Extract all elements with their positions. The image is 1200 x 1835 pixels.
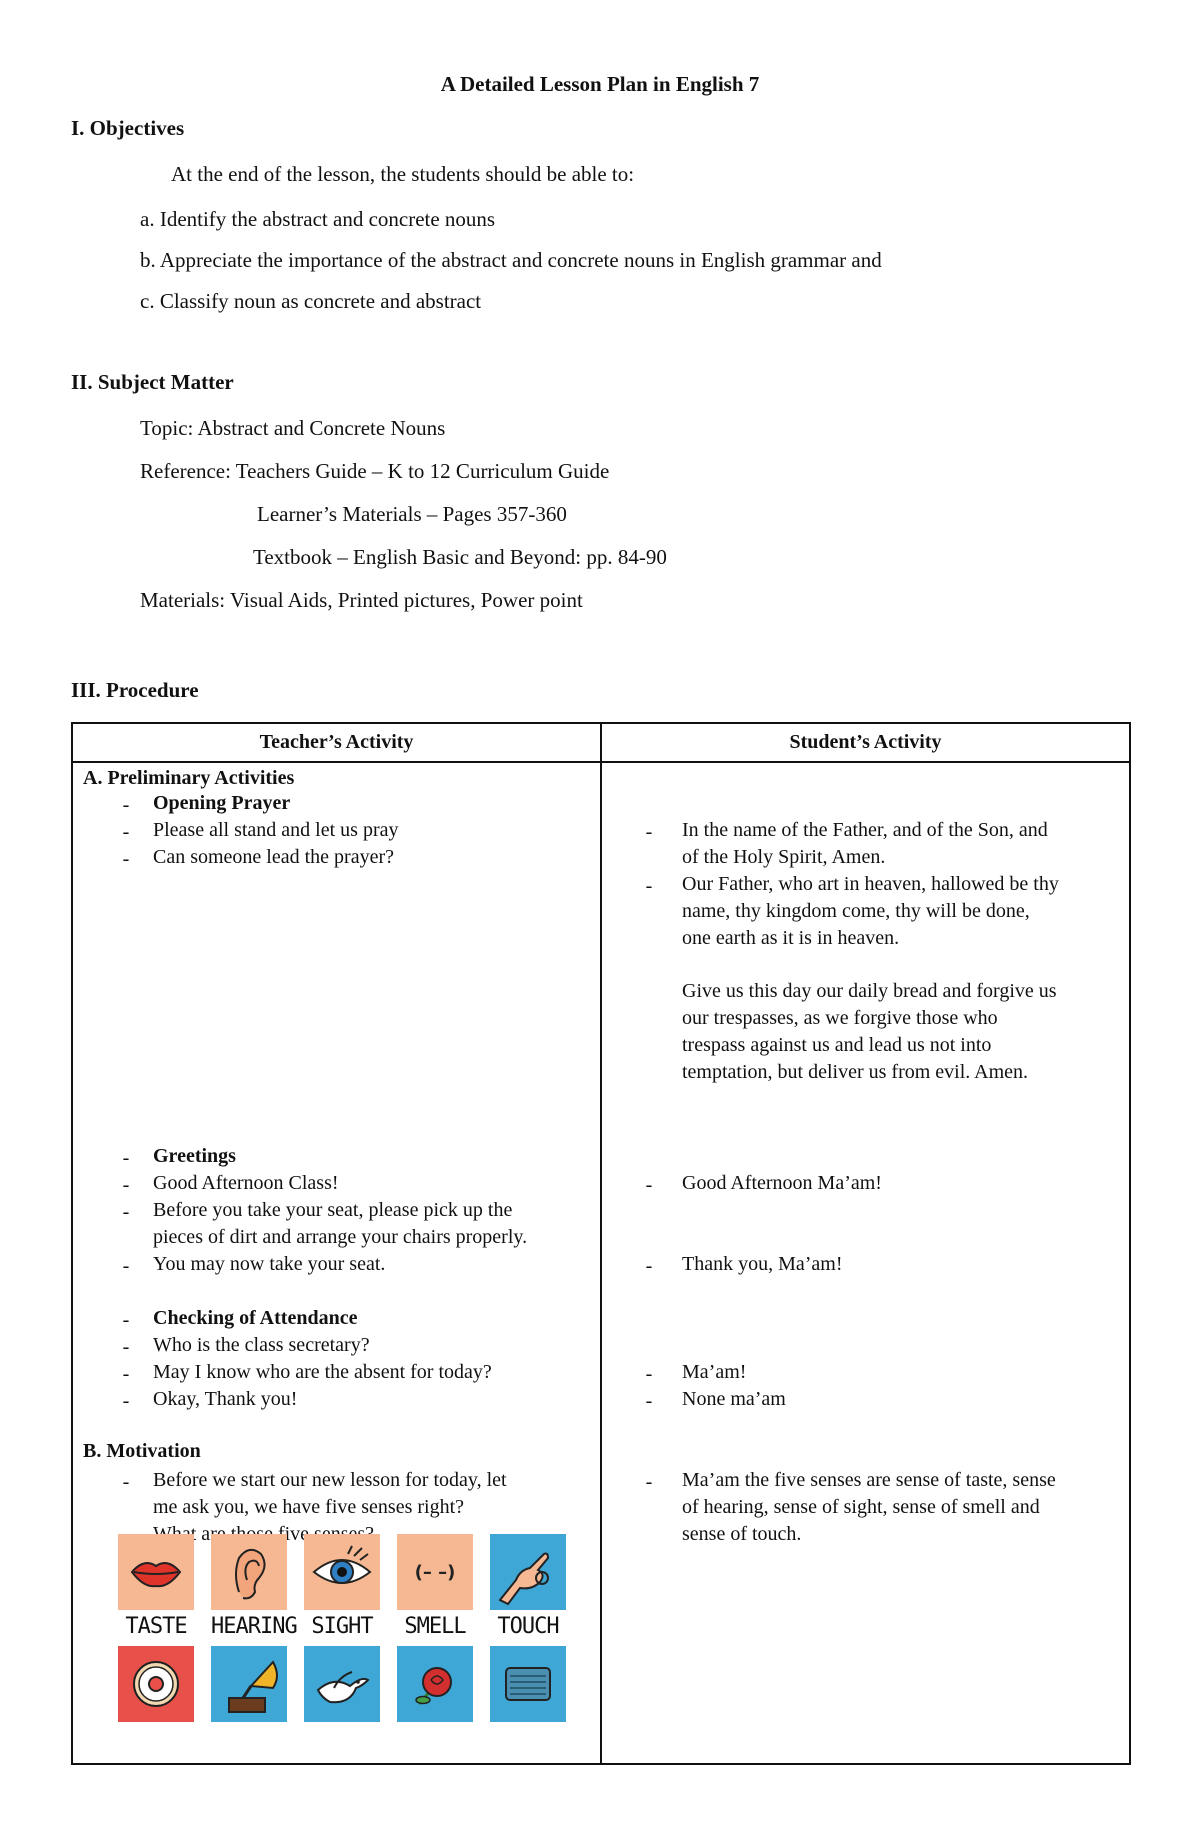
bullet-dash: - xyxy=(645,821,653,843)
nose-glyph: (– –) xyxy=(414,1562,456,1583)
student-line: name, thy kingdom come, thy will be done, xyxy=(682,900,1030,922)
student-line: one earth as it is in heaven. xyxy=(682,927,900,949)
student-line: of the Holy Spirit, Amen. xyxy=(682,846,886,868)
student-line: sense of touch. xyxy=(682,1523,802,1545)
teacher-line: five xyxy=(277,1523,310,1545)
student-line: In the name of the Father, and of the Son, and xyxy=(682,819,1048,841)
ear-icon xyxy=(211,1534,287,1610)
gramophone-icon xyxy=(211,1646,287,1722)
teacher-line: Okay, Thank you! xyxy=(153,1388,298,1410)
bullet-dash: - xyxy=(645,1363,653,1385)
subject-matter-heading: II. Subject Matter xyxy=(71,370,234,394)
student-activity-cell xyxy=(601,762,1130,1764)
taste-label: TASTE xyxy=(125,1614,187,1639)
teacher-line: Before we start our new lesson for today, let xyxy=(153,1469,507,1491)
greetings-heading: Greetings xyxy=(153,1145,236,1167)
teacher-line: Good Afternoon Class! xyxy=(153,1172,339,1194)
procedure-heading: III. Procedure xyxy=(71,678,199,702)
student-line: temptation, but deliver us from evil. Amen. xyxy=(682,1061,1029,1083)
teacher-activity-cell xyxy=(72,762,601,1764)
teacher-line: Who is the class secretary? xyxy=(153,1334,370,1356)
nose-icon xyxy=(397,1534,473,1610)
student-line: Ma’am the five senses are sense of taste, sense xyxy=(682,1469,1056,1491)
student-line: our trespasses, as we forgive those who xyxy=(682,1007,998,1029)
teacher-line: Can someone lead the prayer? xyxy=(153,846,395,868)
bullet-dash: - xyxy=(122,1336,130,1358)
opening-prayer-heading: Opening Prayer xyxy=(153,792,291,814)
lips-icon xyxy=(118,1534,194,1610)
teacher-line: Before you take your seat, please pick up the xyxy=(153,1199,513,1221)
student-line: Thank you, Ma’am! xyxy=(682,1253,843,1275)
bullet-dash: - xyxy=(645,1174,653,1196)
teacher-line: pieces of dirt and arrange your chairs properly. xyxy=(153,1226,528,1248)
objective-item: c. Classify noun as concrete and abstract xyxy=(140,289,482,313)
teacher-line: me ask you, we have five senses right? xyxy=(153,1496,465,1518)
reference-line: Reference: Teachers Guide – K to 12 Curriculum Guide xyxy=(140,459,610,483)
eye-icon xyxy=(304,1534,380,1610)
materials-line: Materials: Visual Aids, Printed pictures, Power point xyxy=(140,588,583,612)
bullet-dash: - xyxy=(645,875,653,897)
teacher-column-header: Teacher’s Activity xyxy=(72,723,601,762)
bullet-dash: - xyxy=(122,1201,130,1223)
student-line: Good Afternoon Ma’am! xyxy=(682,1172,882,1194)
student-line: Give us this day our daily bread and forgive us xyxy=(682,980,1057,1002)
reference-line: Learner’s Materials – Pages 357-360 xyxy=(257,502,567,526)
objectives-heading: I. Objectives xyxy=(71,116,185,140)
bullet-dash: - xyxy=(645,1471,653,1493)
fabric-icon xyxy=(490,1646,566,1722)
bullet-dash: - xyxy=(645,1390,653,1412)
touch-label: TOUCH xyxy=(497,1614,559,1639)
bullet-dash: - xyxy=(122,1363,130,1385)
procedure-table xyxy=(71,722,1131,1765)
bullet-dash: - xyxy=(122,1309,130,1331)
bullet-dash: - xyxy=(122,1471,130,1493)
preliminary-heading: A. Preliminary Activities xyxy=(83,767,295,789)
student-column-header: Student’s Activity xyxy=(601,723,1130,762)
donut-icon xyxy=(118,1646,194,1722)
sight-label: SIGHT xyxy=(311,1614,373,1639)
hand-icon xyxy=(490,1534,566,1610)
bullet-dash: - xyxy=(122,1390,130,1412)
reference-line: Textbook – English Basic and Beyond: pp. 84-90 xyxy=(253,545,667,569)
bullet-dash: - xyxy=(122,1147,130,1169)
bullet-dash: - xyxy=(122,848,130,870)
teacher-line: Please all stand and let us pray xyxy=(153,819,399,841)
teacher-line: You may now take your seat. xyxy=(153,1253,386,1275)
attendance-heading: Checking of Attendance xyxy=(153,1307,358,1329)
student-line: of hearing, sense of sight, sense of smell and xyxy=(682,1496,1040,1518)
student-line: None ma’am xyxy=(682,1388,786,1410)
hearing-label: HEARING xyxy=(211,1614,297,1639)
bullet-dash: - xyxy=(645,1255,653,1277)
rose-icon xyxy=(397,1646,473,1722)
topic-line: Topic: Abstract and Concrete Nouns xyxy=(140,416,446,440)
bullet-dash: - xyxy=(122,821,130,843)
five-senses-image xyxy=(118,1534,568,1756)
teacher-line: May I know who are the absent for today? xyxy=(153,1361,492,1383)
student-line: trespass against us and lead us not into xyxy=(682,1034,992,1056)
page-title: A Detailed Lesson Plan in English 7 xyxy=(440,72,760,96)
student-line: Our Father, who art in heaven, hallowed be thy xyxy=(682,873,1059,895)
bullet-dash: - xyxy=(122,794,130,816)
smell-label: SMELL xyxy=(404,1614,466,1639)
motivation-heading: B. Motivation xyxy=(83,1440,201,1462)
objective-item: b. Appreciate the importance of the abstract and concrete nouns in English grammar and xyxy=(140,248,882,272)
bullet-dash: - xyxy=(122,1174,130,1196)
objective-item: a. Identify the abstract and concrete nouns xyxy=(140,207,496,231)
bullet-dash: - xyxy=(122,1255,130,1277)
objectives-intro: At the end of the lesson, the students should be able to: xyxy=(171,162,635,186)
bird-icon xyxy=(304,1646,380,1722)
student-line: Ma’am! xyxy=(682,1361,747,1383)
